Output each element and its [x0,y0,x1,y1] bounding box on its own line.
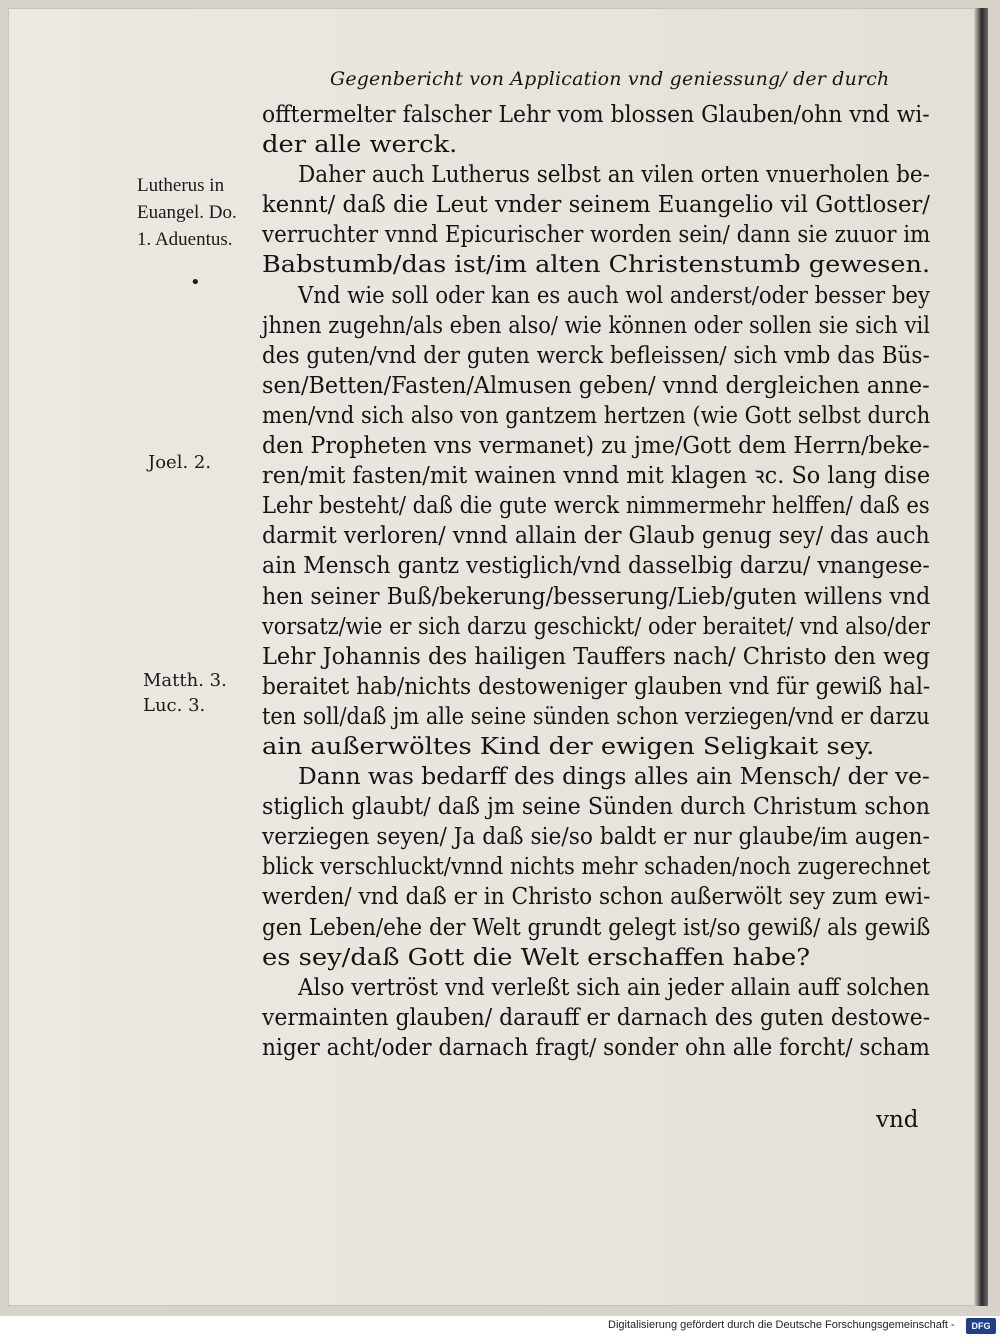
text-line: hen seiner Buß/bekerung/besserung/Lieb/guten willens vnd [262,583,931,610]
margin-note-luther [137,172,237,253]
text-line: beraitet hab/nichts destoweniger glauben vnd für gewiß hal- [262,673,931,700]
margin-note-line: Matth. 3. [143,670,227,691]
text-line: men/vnd sich also von gantzem hertzen (wie Gott selbst durch [262,402,931,429]
text-line: der alle werck. [262,132,458,159]
text-line: es sey/daß Gott die Welt erschaffen habe? [262,944,811,971]
text-line: Daher auch Lutherus selbst an vilen orten vnuerholen be- [298,162,930,189]
text-line: vorsatz/wie er sich darzu geschickt/ oder beraitet/ vnd also/der [262,613,931,640]
footer-funding-note: Digitalisierung gefördert durch die Deutsche Forschungsgemeinschaft - [608,1319,955,1331]
catchword: vnd [876,1107,919,1133]
text-line: jhnen zugehn/als eben also/ wie können oder sollen sie sich vil [262,312,930,339]
text-line: kennt/ daß die Leut vnder seinem Euangelio vil Gottloser/ [262,192,930,219]
margin-note-line: 1. Aduentus. [137,229,233,250]
margin-note-line: Lutherus in [137,175,225,196]
dfg-logo: DFG [966,1318,996,1334]
text-line: blick verschluckt/vnnd nichts mehr schaden/noch zugerechnet [262,854,931,881]
text-line: Also vertröst vnd verleßt sich ain jeder allain auff solchen [298,974,930,1001]
margin-note-joel: Joel. 2. [148,452,212,473]
text-line: verziegen seyen/ Ja daß sie/so baldt er nur glaube/im augen- [262,824,930,851]
text-line: ain Mensch gantz vestiglich/vnd dasselbig darzu/ vnangese- [262,553,930,580]
text-line: Lehr Johannis des hailigen Tauffers nach/ Christo den weg [262,643,931,670]
body-text [262,100,932,1063]
text-line: gen Leben/ehe der Welt grundt gelegt ist/so gewiß/ als gewiß [262,914,931,941]
text-line: darmit verloren/ vnnd allain der Glaub genug sey/ das auch [262,523,930,550]
text-line: werden/ vnd daß er in Christo schon außerwölt sey zum ewi- [262,884,931,911]
margin-note-matth [143,668,227,718]
text-line: offtermelter falscher Lehr vom blossen Glauben/ohn vnd wi- [262,102,930,128]
margin-note-line: Luc. 3. [143,695,206,716]
running-header: Gegenbericht von Application vnd geniessung/ der durch [330,68,890,90]
text-line: sen/Betten/Fasten/Almusen geben/ vnnd dergleichen anne- [262,372,930,399]
text-line: ren/mit fasten/mit wainen vnnd mit klagen ꝛc. So lang dise [262,463,931,490]
text-line: ain außerwöltes Kind der ewigen Seligkait sey. [262,733,875,760]
text-line: den Propheten vns vermanet) zu jme/Gott dem Herrn/beke- [262,433,930,460]
text-line: des guten/vnd der guten werck befleissen/ sich vmb das Büs- [262,342,930,369]
margin-dot: • [190,272,201,293]
text-line: niger acht/oder darnach fragt/ sonder ohn alle forcht/ scham [262,1034,930,1061]
text-line: stiglich glaubt/ daß jm seine Sünden durch Christum schon [262,794,930,821]
text-line: Babstumb/das ist/im alten Christenstumb gewesen. [262,252,931,279]
text-line: ten soll/daß jm alle seine sünden schon verziegen/vnd er darzu [262,703,930,730]
text-line: Vnd wie soll oder kan es auch wol anderst/oder besser bey [298,282,930,309]
text-line: verruchter vnnd Epicurischer worden sein/ dann sie zuuor im [262,222,931,249]
text-line: Dann was bedarff des dings alles ain Mensch/ der ve- [298,764,930,791]
margin-note-line: Euangel. Do. [137,202,237,223]
text-line: Lehr besteht/ daß die gute werck nimmermehr helffen/ daß es [262,493,930,520]
text-line: vermainten glauben/ darauff er darnach des guten destowe- [262,1004,931,1031]
page-edge [974,8,988,1306]
